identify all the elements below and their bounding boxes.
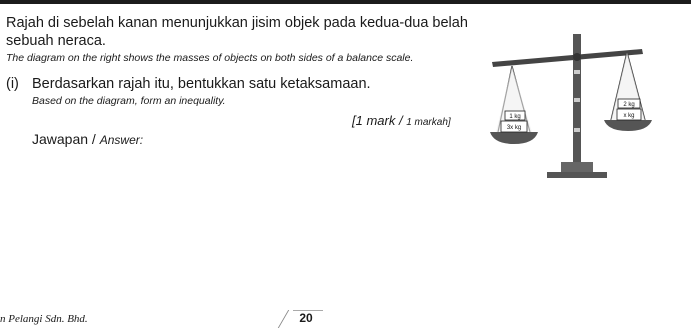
page-number: 20: [299, 311, 313, 325]
intro-text-english: The diagram on the right shows the masses of objects on both sides of a balance scale.: [6, 52, 414, 64]
intro-text-malay: Rajah di sebelah kanan menunjukkan jisim objek pada kedua-dua belah sebuah neraca.: [6, 15, 468, 49]
mark-label-malay: 1 markah]: [406, 117, 451, 128]
right-weight-2-label: x kg: [623, 113, 635, 119]
scale-beam: [492, 49, 643, 67]
publisher-footer: n Pelangi Sdn. Bhd.: [0, 313, 88, 325]
answer-label: [32, 131, 143, 147]
left-pan: [490, 132, 538, 144]
left-weight-2-label: 3x kg: [506, 125, 522, 131]
scale-base: [547, 172, 607, 178]
answer-label-english: Answer:: [99, 133, 144, 147]
question-text-malay: Berdasarkan rajah itu, bentukkan satu ketaksamaan.: [32, 76, 371, 92]
mark-label-english: [1 mark /: [352, 113, 403, 128]
right-weight-1-label: 2 kg: [623, 102, 635, 108]
answer-label-malay: Jawapan /: [32, 131, 96, 147]
page-top-border: [0, 0, 691, 4]
scale-foot: [561, 162, 593, 172]
balance-scale-diagram: [490, 20, 670, 180]
right-pan: [604, 120, 652, 131]
question-number: (i): [6, 76, 19, 92]
left-weight-1-label: 1 kg: [509, 114, 521, 120]
mark-allocation: [352, 113, 451, 128]
page-number-divider: [278, 310, 289, 328]
question-text-english: Based on the diagram, form an inequality.: [32, 95, 226, 107]
scale-pivot: [573, 53, 581, 61]
